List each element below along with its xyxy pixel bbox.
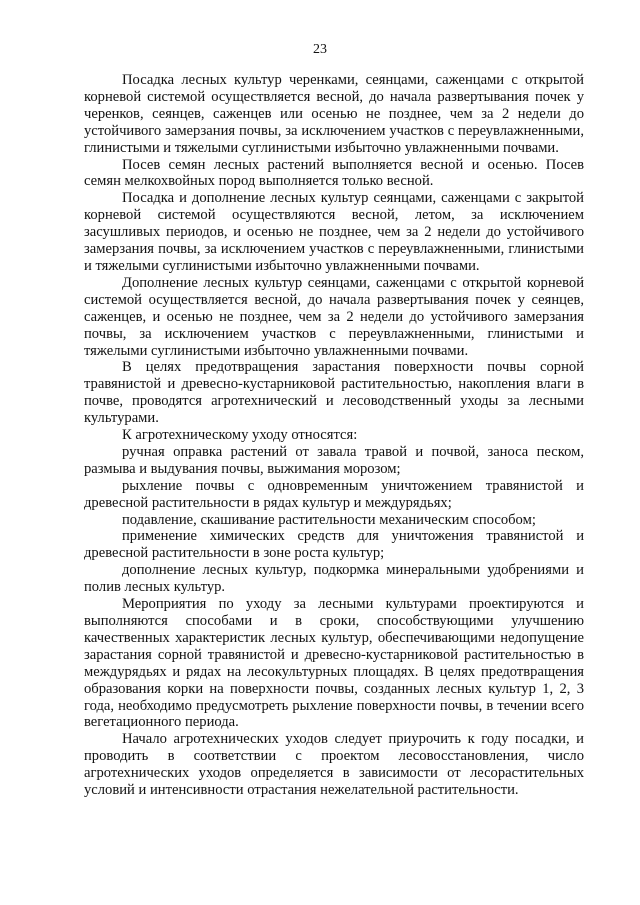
document-body [84, 72, 584, 799]
paragraph-2: Посев семян лесных растений выполняется весной и осенью. Посев семян мелкохвойных пород выполняется только весной. [84, 156, 584, 190]
list-item-3: подавление, скашивание растительности механическим способом; [122, 511, 536, 528]
paragraph-5: В целях предотвращения зарастания поверхности почвы сорной травянистой и древесно-кустарниковой растительностью, накопления влаги в почве, проводятся агротехнический и лесоводственный уходы за лесными культурами. [84, 359, 584, 427]
list-item-5: дополнение лесных культур, подкормка минеральными удобрениями и полив лесных культур. [84, 562, 584, 596]
page-number: 23 [313, 42, 327, 57]
list-item-1: ручная оправка растений от завала травой и почвой, заноса песком, размыва и выдувания почвы, выжимания морозом; [84, 443, 584, 477]
paragraph-8: Начало агротехнических уходов следует приурочить к году посадки, и проводить в соответствии с проектом лесовосстановления, число агротехнических уходов определяется в зависимости от лесорастительных условий и интенсивности отрастания нежелательной растительности. [84, 731, 584, 799]
paragraph-4: Дополнение лесных культур сеянцами, саженцами с открытой корневой системой осуществляется весной, до начала развертывания почек у сеянцев, саженцев, и осенью не позднее, чем за 2 недели до устойчивого замерзания почвы, за исключением участков с переувлажненными, глинистыми и тяжелыми суглинистыми избыточно увлажненными почвами. [84, 274, 584, 359]
paragraph-7: Мероприятия по уходу за лесными культурами проектируются и выполняются способами и в сроки, способствующими улучшению качественных характеристик лесных культур, обеспечивающими недопущение зарастания сорной травянистой и древесно-кустарниковой растительностью в междурядьях и рядах на лесокультурных площадях. В целях предотвращения образования корки на поверхности почвы, созданных лесных культур 1, 2, 3 года, необходимо предусмотреть рыхление поверхности почвы, в течении всего вегетационного периода. [84, 596, 584, 731]
list-item-4: применение химических средств для уничтожения травянистой и древесной растительности в зоне роста культур; [84, 528, 584, 562]
list-item-2: рыхление почвы с одновременным уничтожением травянистой и древесной растительности в рядах культур и междурядьях; [84, 477, 584, 511]
paragraph-6: К агротехническому уходу относятся: [122, 427, 358, 444]
paragraph-3: Посадка и дополнение лесных культур сеянцами, саженцами с закрытой корневой системой осуществляются весной, летом, за исключением засушливых периодов, и осенью не позднее, чем за 2 недели до устойчивого замерзания почвы, за исключением участков с переувлажненными, глинистыми и тяжелыми суглинистыми избыточно увлажненными почвами. [84, 190, 584, 274]
paragraph-1: Посадка лесных культур черенками, сеянцами, саженцами с открытой корневой системой осуществляется весной, до начала развертывания почек у черенков, сеянцев, саженцев или осенью не позднее, чем за 2 недели до устойчивого замерзания почвы, за исключением участков с переувлажненными, глинистыми и тяжелыми суглинистыми избыточно увлажненными почвами. [84, 72, 584, 156]
